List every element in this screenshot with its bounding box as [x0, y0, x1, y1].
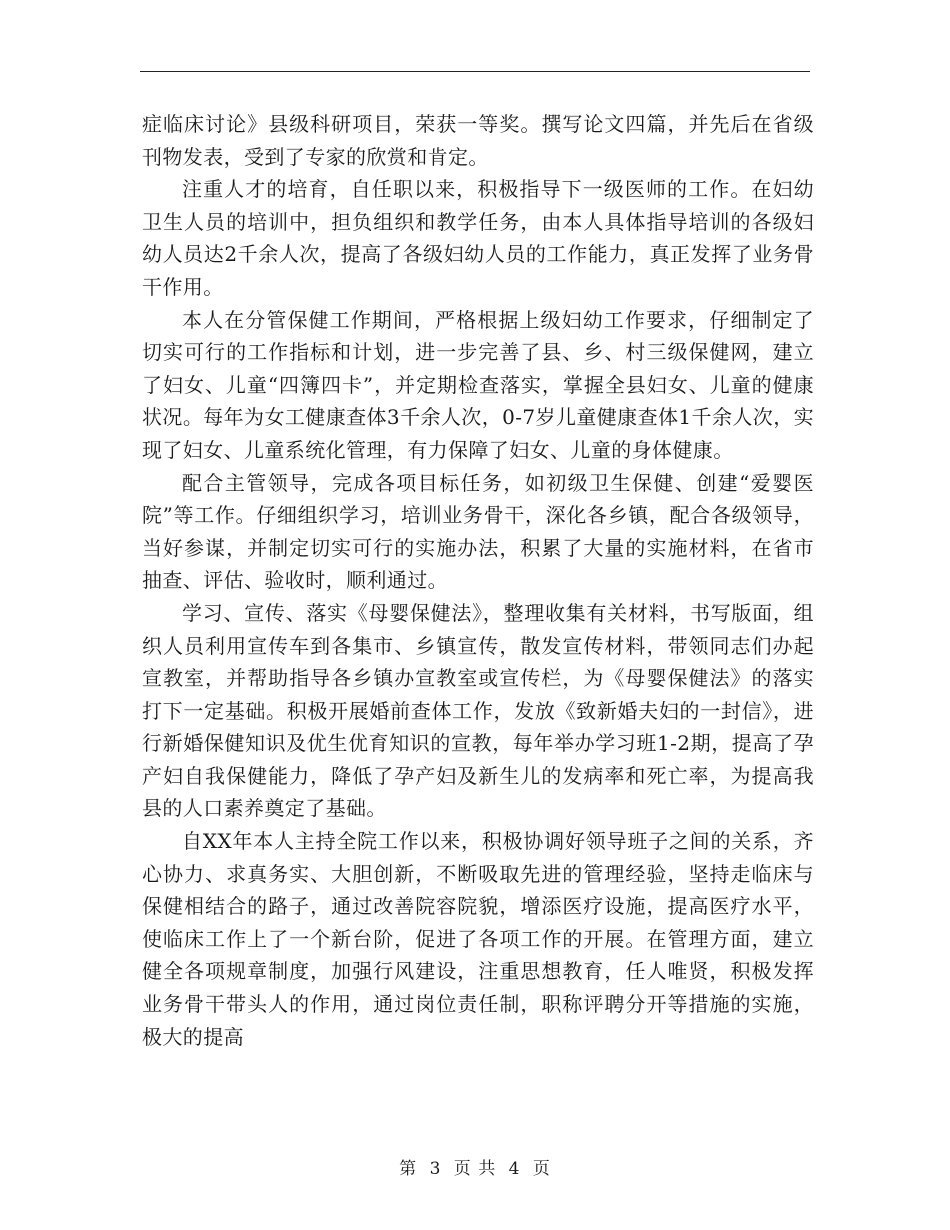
paragraph-1: 症临床讨论》县级科研项目，荣获一等奖。撰写论文四篇，并先后在省级刊物发表，受到了专家的欣赏和肯定。 — [142, 112, 814, 169]
paragraph-4: 配合主管领导，完成各项目标任务，如初级卫生保健、创建“爱婴医院”等工作。仔细组织学习，培训业务骨干，深化各乡镇，配合各级领导，当好参谋，并制定切实可行的实施办法，积累了大量的实施材料，在省市抽查、评估、验收时，顺利通过。 — [142, 470, 814, 593]
current-page-number: 3 — [429, 1159, 442, 1179]
page-footer — [0, 1154, 950, 1179]
total-page-count: 4 — [508, 1159, 521, 1179]
footer-prefix: 第 — [399, 1159, 418, 1179]
paragraph-3: 本人在分管保健工作期间，严格根据上级妇幼工作要求，仔细制定了切实可行的工作指标和计划，进一步完善了县、乡、村三级保健网，建立了妇女、儿童“四簿四卡”，并定期检查落实，掌握全县妇女、儿童的健康状况。每年为女工健康查体3千余人次，0-7岁儿童健康查体1千余人次，实现了妇女、儿童系统化管理，有力保障了妇女、儿童的身体健康。 — [142, 307, 814, 462]
paragraph-5: 学习、宣传、落实《母婴保健法》，整理收集有关材料，书写版面，组织人员利用宣传车到各集市、乡镇宣传，散发宣传材料，带领同志们办起宣教室，并帮助指导各乡镇办宣教室或宣传栏，为《母婴保健法》的落实打下一定基础。积极开展婚前查体工作，发放《致新婚夫妇的一封信》，进行新婚保健知识及优生优育知识的宣教，每年举办学习班1-2期，提高了孕产妇自我保健能力，降低了孕产妇及新生儿的发病率和死亡率，为提高我县的人口素养奠定了基础。 — [142, 600, 814, 821]
paragraph-2: 注重人才的培育，自任职以来，积极指导下一级医师的工作。在妇幼卫生人员的培训中，担负组织和教学任务，由本人具体指导培训的各级妇幼人员达2千余人次，提高了各级妇幼人员的工作能力，真正发挥了业务骨干作用。 — [142, 177, 814, 299]
footer-suffix: 页 — [532, 1159, 551, 1179]
header-rule — [140, 71, 810, 72]
footer-middle: 页 共 — [453, 1159, 497, 1179]
paragraph-6: 自XX年本人主持全院工作以来，积极协调好领导班子之间的关系，齐心协力、求真务实、大胆创新，不断吸取先进的管理经验，坚持走临床与保健相结合的路子，通过改善院容院貌，增添医疗设施，提高医疗水平，使临床工作上了一个新台阶，促进了各项工作的开展。在管理方面，建立健全各项规章制度，加强行风建设，注重思想教育，任人唯贤，积极发挥业务骨干带头人的作用，通过岗位责任制，职称评聘分开等措施的实施，极大的提高 — [142, 829, 814, 1049]
document-body — [142, 108, 814, 1053]
